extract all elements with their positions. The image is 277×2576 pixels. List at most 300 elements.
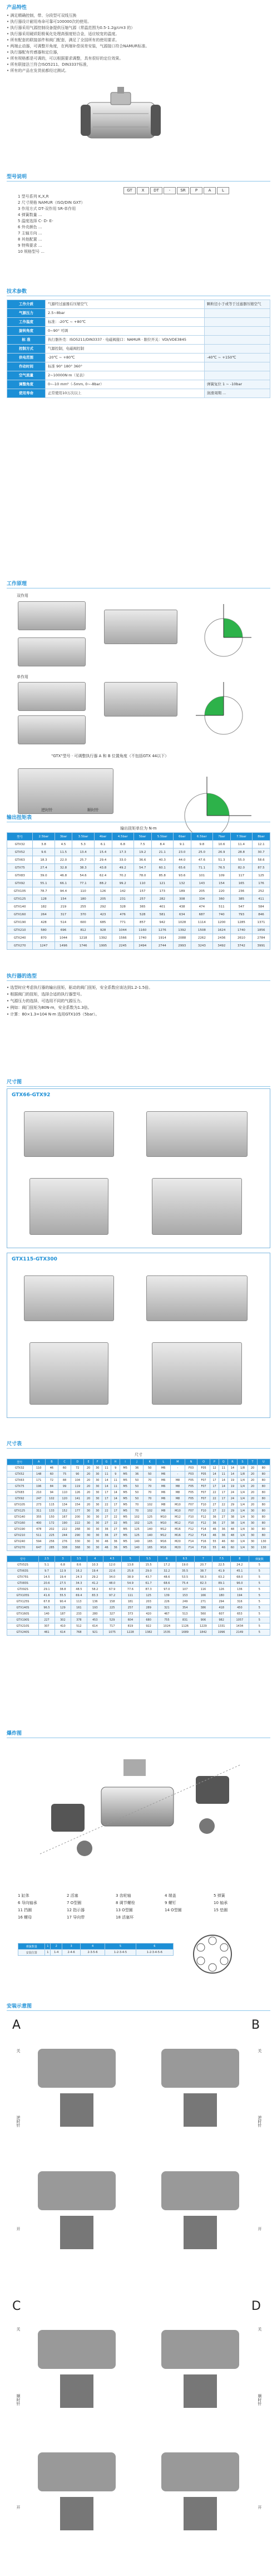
table-cell: 80 — [257, 1514, 270, 1520]
table-cell: 5.1 — [39, 1562, 55, 1568]
table-cell: 12.9 — [55, 1568, 71, 1574]
table-header-cell: 6.5 — [176, 1556, 194, 1562]
table-cell: 102 — [144, 1502, 156, 1508]
table-cell: 20 — [84, 1478, 93, 1484]
table-cell: GTX240 — [7, 1539, 33, 1545]
tech-row-value-2 — [204, 318, 270, 327]
table-cell: 30 — [93, 1484, 102, 1490]
table-cell: 102 — [45, 1496, 58, 1502]
table-row — [7, 911, 270, 919]
bottom-view-drawing — [152, 1178, 242, 1235]
table-cell: 48 — [228, 1527, 237, 1533]
table-header-cell: 7 — [194, 1556, 212, 1562]
table-cell: 88 — [58, 1478, 71, 1484]
table-cell: 5 — [249, 1630, 270, 1636]
table-cell: 27 — [102, 1520, 111, 1527]
table-cell: 126 — [212, 1587, 231, 1593]
table-cell: GTX140S — [7, 1605, 39, 1611]
table-cell: 54.7 — [133, 864, 151, 872]
table-cell: 133 — [45, 1508, 58, 1514]
dim-table-title: 尺寸表 — [7, 1441, 22, 1447]
feature-item: • 所有配套的联接部件和阀门配套，满足了全国所有的使用要求。 — [7, 38, 120, 42]
table-cell: 113 — [71, 1599, 87, 1605]
part-item: 13 O型圈 — [116, 1908, 133, 1912]
table-cell: 47.6 — [191, 856, 212, 864]
table-row — [7, 1484, 270, 1490]
table-cell: 17 — [219, 1496, 228, 1502]
table-cell: 478 — [32, 1527, 45, 1533]
model-code-line: 2 尺寸规格 NAMUR（ISO/DIN GXT） — [18, 200, 85, 205]
table-header-cell: 7.5 — [212, 1556, 231, 1562]
table-cell: 62.4 — [94, 872, 112, 880]
dimensions-title: 尺寸图 — [7, 1080, 22, 1085]
tech-row-value-2: 弹簧复位 1 ~ -10bar — [204, 380, 270, 389]
table-cell: 857 — [133, 919, 151, 926]
table-row — [7, 880, 270, 887]
mount-letter-a: A — [12, 2018, 21, 2032]
table-cell: 58.6 — [253, 856, 270, 864]
table-cell: 80 — [257, 1520, 270, 1527]
table-cell: GTX240S — [7, 1630, 39, 1636]
part-item: 5 弹簧 — [214, 1893, 225, 1898]
table-row — [7, 1568, 270, 1574]
tech-row-value: 0~90° 可调 — [46, 327, 205, 336]
table-cell: 76.5 — [212, 864, 230, 872]
tech-row-value-2 — [204, 309, 270, 318]
table-cell: 20 — [248, 1502, 257, 1508]
table-cell: 1566 — [112, 934, 133, 942]
table-cell: 30 — [84, 1514, 93, 1520]
table-cell: 3243 — [191, 942, 212, 950]
table-cell: 68.6 — [158, 1581, 176, 1587]
table-cell: 1508 — [191, 926, 212, 934]
feature-item: • 执行器设计耐用寿命可靠可100000次的使用。 — [7, 19, 92, 24]
table-row — [7, 1539, 270, 1545]
table-cell: 771 — [112, 919, 133, 926]
table-cell: 1914 — [151, 934, 173, 942]
table-header-cell: 7.5bar — [230, 833, 252, 841]
selection-line: • 计算：80×1.3=104 N·m 选用GTX105（5bar）。 — [7, 1012, 100, 1017]
table-cell: 653 — [231, 1611, 249, 1617]
table-header-cell: F — [93, 1459, 102, 1465]
feature-item: • 所有规格都是可调的，可以根据要求调整，具有很好的定位效果。 — [7, 56, 123, 61]
table-cell: 401 — [151, 903, 173, 911]
model-code-line: 1 型号系列 K,X,R — [18, 194, 49, 199]
table-header-cell: A — [32, 1459, 45, 1465]
table-cell: 16.2 — [71, 1568, 87, 1574]
table-cell: 54.6 — [72, 872, 94, 880]
table-cell: 225 — [103, 1605, 121, 1611]
table-cell: F03 — [185, 1465, 197, 1471]
table-cell: F05 — [197, 1465, 210, 1471]
exploded-diagram — [18, 1743, 263, 1882]
table-row — [7, 1527, 270, 1533]
table-cell: 36 — [130, 1471, 143, 1478]
table-cell: 23.0 — [173, 848, 191, 856]
table-cell: 36.6 — [133, 856, 151, 864]
table-cell: GTX140 — [7, 1514, 33, 1520]
tech-row-header: 控制方式 — [7, 345, 46, 354]
table-cell: 20 — [248, 1484, 257, 1490]
table-cell: 30 — [93, 1514, 102, 1520]
table-cell: 182 — [33, 903, 55, 911]
rotation-dial-icon — [190, 671, 257, 738]
table-cell: 20 — [248, 1496, 257, 1502]
table-cell: 45.1 — [231, 1568, 249, 1574]
table-cell: 1/4 — [237, 1478, 248, 1484]
table-cell: 846 — [253, 911, 270, 919]
mount-diagram-a — [27, 2027, 127, 2283]
table-cell: M6 — [156, 1496, 171, 1502]
table-cell: 30 — [93, 1471, 102, 1478]
table-cell: M12 — [171, 1520, 185, 1527]
table-cell: 30 — [84, 1545, 93, 1551]
table-cell: 20 — [84, 1484, 93, 1490]
table-cell: 6.1 — [94, 841, 112, 848]
double-acting-diagram — [18, 637, 86, 666]
table-cell: 1/4 — [237, 1484, 248, 1490]
table-cell: 1746 — [72, 942, 94, 950]
table-cell: 70 — [130, 1502, 143, 1508]
part-item: 4 端盖 — [165, 1893, 176, 1898]
table-cell: F12 — [185, 1533, 197, 1539]
table-cell: 529 — [103, 1617, 121, 1623]
table-cell: 1/4 — [237, 1539, 248, 1545]
table-cell: 222 — [71, 1520, 84, 1527]
tech-row — [7, 345, 270, 354]
table-cell: 400 — [32, 1520, 45, 1527]
table-cell: 61.7 — [140, 1581, 158, 1587]
table-row — [7, 895, 270, 903]
table-cell: 172 — [45, 1520, 58, 1527]
table-cell: GTX92S — [7, 1587, 39, 1593]
table-cell: 11 — [111, 1484, 120, 1490]
part-item: 17 导向带 — [67, 1915, 85, 1920]
table-header-cell: B — [45, 1459, 58, 1465]
table-row — [7, 856, 270, 864]
table-cell: 282 — [151, 895, 173, 903]
model-code-line: 5 温度选择 C- D- E- — [18, 219, 53, 223]
table-header-cell: N — [185, 1459, 197, 1465]
table-cell: 44.0 — [173, 856, 191, 864]
table-cell: 1057 — [231, 1617, 249, 1623]
table-cell: 41.9 — [212, 1568, 231, 1574]
top-view-drawing — [24, 1111, 114, 1157]
table-cell: M5 — [120, 1478, 131, 1484]
table-header-cell: 型号 — [7, 1459, 33, 1465]
table-cell: 680 — [140, 1617, 158, 1623]
table-cell: 165 — [230, 880, 252, 887]
table-cell: 1496 — [55, 942, 72, 950]
spring-arrangement-icon — [190, 1932, 235, 1976]
table-cell: 196 — [32, 1484, 45, 1490]
table-cell: 136 — [231, 1587, 249, 1593]
table-cell: 982 — [212, 1617, 231, 1623]
table-cell: 30 — [93, 1527, 102, 1533]
table-cell: 5 — [249, 1599, 270, 1605]
mount-diagram-d — [150, 2308, 250, 2564]
table-cell: 1/8 — [237, 1471, 248, 1478]
table-cell: 22 — [111, 1514, 120, 1520]
table-cell: 38.8 — [55, 1587, 71, 1593]
table-cell: 17 — [102, 1496, 111, 1502]
divider — [7, 980, 270, 981]
tech-row-value: 正常使用10万次以上 — [46, 389, 205, 398]
table-cell: 60 — [58, 1465, 71, 1471]
table-cell: 148 — [32, 1471, 45, 1478]
tech-row-value-2 — [204, 371, 270, 380]
table-cell: 453 — [87, 1617, 103, 1623]
table-cell: 53.5 — [176, 1574, 194, 1581]
model-code-box: - — [164, 187, 176, 194]
table-cell: F07 — [197, 1490, 210, 1496]
table-cell: 1-2-3-4-5 — [105, 1950, 136, 1956]
table-cell: 942 — [151, 919, 173, 926]
table-header-cell: T — [248, 1459, 257, 1465]
table-cell: 1126 — [176, 1623, 194, 1630]
table-cell: M5 — [120, 1484, 131, 1490]
table-cell: 19 — [228, 1484, 237, 1490]
table-cell: 922 — [140, 1623, 158, 1630]
tech-row-value-2 — [204, 345, 270, 354]
table-cell: 20 — [248, 1471, 257, 1478]
table-row — [7, 1465, 270, 1471]
table-cell: M5 — [120, 1527, 131, 1533]
table-cell: 29.1 — [39, 1587, 55, 1593]
table-header-cell: 3 — [62, 1944, 81, 1950]
tech-row-header: 标 准 — [7, 336, 46, 345]
table-cell: M5 — [120, 1533, 131, 1539]
table-cell: 647 — [32, 1545, 45, 1551]
front-view-drawing — [29, 1342, 108, 1405]
mount-label: 顺时针 — [258, 2394, 262, 2406]
table-cell: 14 — [228, 1465, 237, 1471]
table-cell: 60 — [45, 1471, 58, 1478]
mount-label: 关 — [16, 2327, 21, 2331]
table-cell: 423 — [94, 911, 112, 919]
tech-row-value-2 — [204, 327, 270, 336]
table-cell: 78.7 — [33, 887, 55, 895]
table-header-cell: C — [58, 1459, 71, 1465]
table-cell: 233 — [71, 1611, 87, 1617]
table-row — [7, 1611, 270, 1617]
table-cell: 386 — [194, 1605, 212, 1611]
table-cell: 22 — [219, 1508, 228, 1514]
table-cell: 82.0 — [230, 864, 252, 872]
table-header-cell: 5 — [105, 1944, 136, 1950]
table-cell: 30 — [84, 1527, 93, 1533]
mount-label: 关 — [16, 2049, 21, 2053]
table-cell: 67.9 — [103, 1587, 121, 1593]
table-cell: 231 — [112, 895, 133, 903]
table-cell: GTX83 — [7, 1490, 33, 1496]
features-section — [7, 0, 270, 74]
table-cell: F14 — [197, 1533, 210, 1539]
table-header-cell: 6.5bar — [191, 833, 212, 841]
table-cell: 3492 — [212, 942, 230, 950]
table-row — [7, 1496, 270, 1502]
table-cell: 36 — [102, 1527, 111, 1533]
model-code-box: X — [137, 187, 149, 194]
table-cell: 1/4 — [237, 1514, 248, 1520]
table-cell: GTX32 — [7, 841, 33, 848]
table-cell: 143 — [191, 880, 212, 887]
table-header-cell: 弹簧数量 — [18, 1944, 45, 1950]
table-header-cell: 4.5bar — [112, 833, 133, 841]
table-cell: 5 — [249, 1605, 270, 1611]
part-item: 3 齿轮轴 — [116, 1893, 131, 1898]
table-cell: 99.2 — [112, 880, 133, 887]
table-cell: 136 — [87, 1599, 103, 1605]
table-cell: M10 — [171, 1502, 185, 1508]
table-cell: 35.5 — [176, 1568, 194, 1574]
table-cell: F03 — [185, 1471, 197, 1478]
selection-line: • 选型时应考虑执行器的输出扭矩，驱动的阀门扭矩，安全系数应该达到1.2-1.5倍。 — [7, 985, 153, 990]
tech-row — [7, 318, 270, 327]
table-cell: 11 — [219, 1471, 228, 1478]
table-row — [7, 1514, 270, 1520]
tech-row-value: 执行器外壳：ISO5211/DIN3337 · 电磁阀接口：NAMUR · 限位开关：VDI/VDE3845 — [46, 336, 205, 345]
table-cell: 14 — [102, 1484, 111, 1490]
tech-row-value: 气源控制，电磁阀控制 — [46, 345, 205, 354]
selection-text — [7, 984, 270, 1018]
table-cell: 27 — [102, 1514, 111, 1520]
table-cell: 36 — [219, 1533, 228, 1539]
table-cell: GTX92 — [7, 1496, 33, 1502]
table-cell: 5 — [249, 1593, 270, 1599]
table-cell: 10.6 — [212, 841, 230, 848]
table-header-cell: 2 — [51, 1944, 62, 1950]
table-cell: 125 — [144, 1514, 156, 1520]
part-item: 15 垫圈 — [214, 1908, 228, 1912]
mount-label: 逆时针 — [258, 2116, 262, 2127]
table-cell: 236 — [230, 887, 252, 895]
table-row — [7, 1593, 270, 1599]
table-cell: 20 — [248, 1490, 257, 1496]
table-row — [7, 872, 270, 880]
model-code-box: DT — [150, 187, 162, 194]
table-cell: 600 — [72, 919, 94, 926]
tech-row — [7, 327, 270, 336]
table-cell: 22.5 — [212, 1562, 231, 1568]
table-cell: 60.1 — [151, 864, 173, 872]
table-cell: 28.8 — [230, 848, 252, 856]
table-cell: 225 — [45, 1533, 58, 1539]
table-cell: 24.3 — [71, 1574, 87, 1581]
table-cell: 55 — [210, 1539, 219, 1545]
table-cell: 20 — [248, 1465, 257, 1471]
table-cell: 450 — [231, 1605, 249, 1611]
table-row — [7, 1599, 270, 1605]
table-cell: 1114 — [191, 919, 212, 926]
table-cell: M5 — [120, 1508, 131, 1514]
table-cell: 70 — [144, 1490, 156, 1496]
model-code-legend — [18, 194, 263, 255]
table-cell: 1218 — [72, 934, 94, 942]
table-cell: 29.4 — [94, 856, 112, 864]
table-cell: 247 — [32, 1496, 45, 1502]
table-cell: 6.8 — [55, 1562, 71, 1568]
table-cell: 27 — [219, 1514, 228, 1520]
table-cell: 1/4 — [237, 1545, 248, 1551]
table-cell: 90.4 — [55, 1599, 71, 1605]
table-cell: GTX270 — [7, 1545, 33, 1551]
table-cell: 75 — [58, 1471, 71, 1478]
table-cell: 22 — [102, 1508, 111, 1514]
table-cell: 17 — [102, 1490, 111, 1496]
part-item: 2 活塞 — [67, 1893, 78, 1898]
table-cell: GTX105 — [7, 1502, 33, 1508]
table-cell: 5 — [249, 1623, 270, 1630]
table-cell: 687 — [191, 911, 212, 919]
table-cell: 1842 — [194, 1630, 212, 1636]
table-cell: 27.4 — [33, 864, 55, 872]
table-cell: M5 — [120, 1471, 131, 1478]
table-cell: 30 — [84, 1520, 93, 1527]
features-list — [7, 13, 270, 74]
table-cell: 205 — [94, 895, 112, 903]
table-cell: 200 — [71, 1514, 84, 1520]
table-cell: M5 — [120, 1520, 131, 1527]
tech-row-header: 调整角度 — [7, 380, 46, 389]
model-code-line: 7 主轴方向 ... — [18, 231, 42, 235]
feature-item: • 执行器配有传感器和定位器， — [7, 50, 61, 55]
table-cell: 607 — [212, 1611, 231, 1617]
table-cell: 1276 — [151, 926, 173, 934]
table-header-cell: H — [111, 1459, 120, 1465]
dim-table-section — [7, 1436, 270, 1636]
table-cell: 385 — [230, 895, 252, 903]
table-cell: 476 — [112, 911, 133, 919]
part-item: 16 螺母 — [18, 1915, 32, 1920]
table-cell: 819 — [121, 1623, 140, 1630]
table-cell: 43.7 — [140, 1574, 158, 1581]
model-code-line: 6 外壳颜色 ... — [18, 225, 42, 229]
table-cell: 14.5 — [39, 1574, 55, 1581]
table-cell: 153 — [176, 1593, 194, 1599]
table-cell: M6 — [156, 1478, 171, 1484]
table-cell: 38.3 — [72, 864, 94, 872]
table-cell: 51.3 — [212, 856, 230, 864]
table-cell: 110 — [72, 887, 94, 895]
table-cell: 9 — [111, 1465, 120, 1471]
table-cell: 614 — [87, 1623, 103, 1630]
tech-row — [7, 389, 270, 398]
table-cell: 48.5 — [71, 1587, 87, 1593]
table-cell: 63.2 — [212, 1574, 231, 1581]
table-cell: F16 — [197, 1539, 210, 1545]
table-row — [7, 887, 270, 895]
table-cell: 311 — [32, 1508, 45, 1514]
table-cell: F10 — [185, 1520, 197, 1527]
table-header-cell: L — [156, 1459, 171, 1465]
table-cell: 1382 — [140, 1630, 158, 1636]
table-cell: 29.0 — [140, 1568, 158, 1574]
table-cell: 50 — [130, 1478, 143, 1484]
mount-letter-c: C — [12, 2299, 21, 2313]
table-cell: 1 — [45, 1950, 51, 1956]
table-cell: 15.5 — [140, 1562, 158, 1568]
table-cell: M5 — [120, 1539, 131, 1545]
table-cell: F07 — [185, 1508, 197, 1514]
table-cell: 268 — [71, 1527, 84, 1533]
adjustment-diagram — [18, 768, 113, 814]
part-item: 1 缸体 — [18, 1893, 29, 1898]
table-cell: 511 — [212, 903, 230, 911]
table-cell: 25.8 — [121, 1568, 140, 1574]
table-cell: 65.6 — [173, 864, 191, 872]
table-cell: 257 — [121, 1605, 140, 1611]
